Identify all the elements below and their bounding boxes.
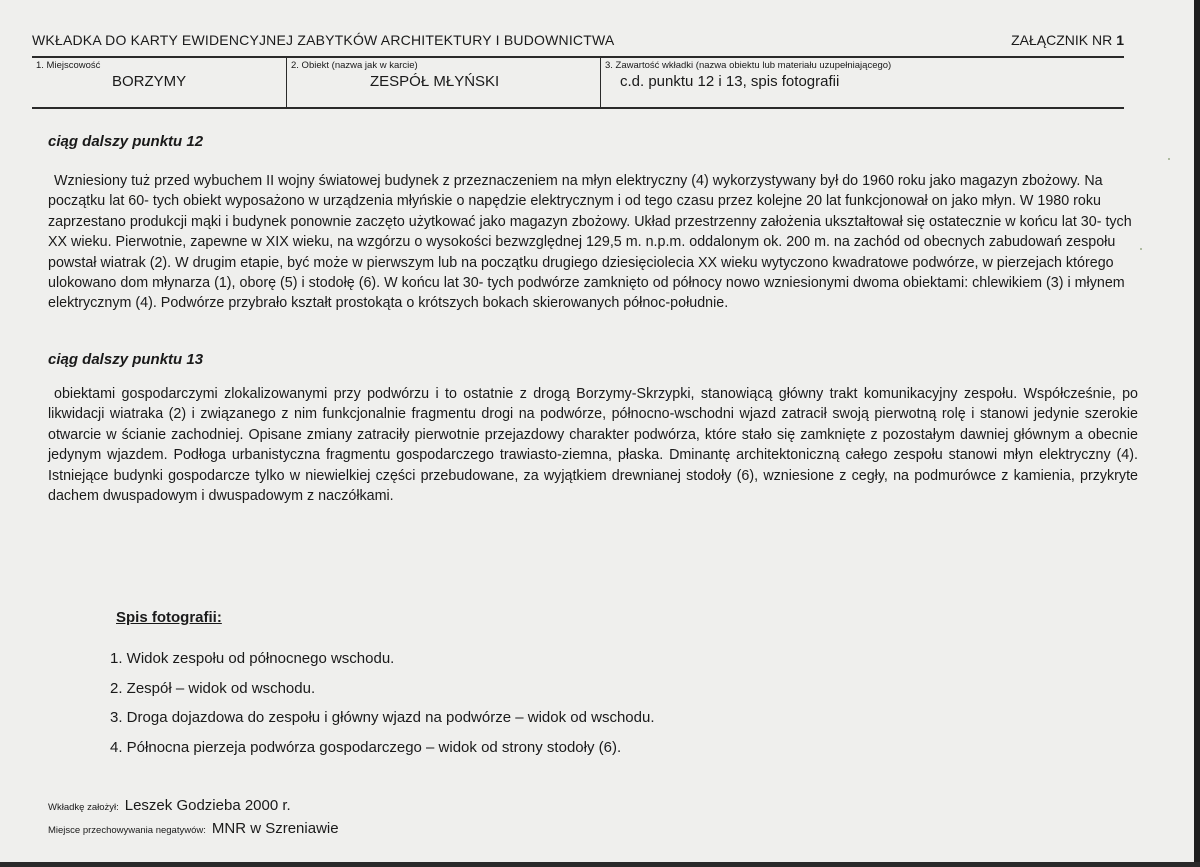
form-title: WKŁADKA DO KARTY EWIDENCYJNEJ ZABYTKÓW ARCHITEKTURY I BUDOWNICTWA	[32, 32, 615, 48]
scan-border-bottom	[0, 862, 1200, 867]
photo-list-item: 2. Zespół – widok od wschodu.	[110, 679, 316, 697]
table-divider-2	[600, 56, 601, 108]
object-label: 2. Obiekt (nazwa jak w karcie)	[291, 60, 418, 71]
storage-row	[48, 820, 339, 838]
object-value: ZESPÓŁ MŁYŃSKI	[370, 73, 500, 90]
photo-list-item: 3. Droga dojazdowa do zespołu i główny wjazd na podwórze – widok od wschodu.	[110, 709, 655, 726]
scan-border-right	[1194, 0, 1200, 867]
table-bottom-rule	[32, 107, 1124, 109]
section-13-text: obiektami gospodarczymi zlokalizowanymi przy podwórzu i to ostatnie z drogą Borzymy-Skrzypki, stanowiącą główny trakt komunikacyjny zespołu. Współcześnie, po likwidacji wiatraka (2) i związanego z nim funkcjonalnie fragmentu drogi na podwórze, północno-wschodni wjazd zatracił swoją pierwotną rolę i stanowi jedynie szerokie otwarcie w ścianie zachodniej. Opisane zmiany zatraciły pierwotnie przejazdowy charakter podwórza, które stało się zamknięte z pozostałym dawniej głównym a obecnie jedynym wjazdem. Podłoga urbanistyczna fragmentu gospodarczego trawiasto-ziemna, płaska. Dminantę architektoniczną całego zespołu stanowi młyn elektryczny (4). Istniejące budynki gospodarcze tylko w niewielkiej części przebudowane, za wyjątkiem drewnianej stodoły (6), wzniesione z cegły, na podmurówce z kamienia, przykryte dachem dwuspadowym i dwuspadowym z naczółkami.	[48, 386, 1138, 505]
photo-list	[110, 650, 655, 768]
locality-label: 1. Miejscowość	[36, 60, 101, 71]
photo-list-item: 4. Północna pierzeja podwórza gospodarczego – widok od strony stodoły (6).	[110, 738, 622, 756]
author-row	[48, 797, 291, 815]
annex-number	[1011, 32, 1124, 48]
photos-heading: Spis fotografii:	[116, 609, 222, 626]
section-12-text: Wzniesiony tuż przed wybuchem II wojny światowej budynek z przeznaczeniem na młyn elektryczny (4) wykorzystywany był do 1960 roku jako magazyn zbożowy. Na początku lat 60- tych obiekt wyposażono w urządzenia młyńskie o napędzie elektrycznym i od tego czasu przez kolejne 20 lat funkcjonował on jako młyn. W 1980 roku zaprzestano produkcji mąki i budynek ponownie zaczęto użytkować jako magazyn zbożowy. Układ przestrzenny założenia ukształtował się ostatecznie w końcu lat 30- tych XX wieku. Pierwotnie, zapewne w XIX wieku, na wzgórzu o wysokości bezwzględnej 129,5 m. n.p.m. oddalonym ok. 200 m. na zachód od obecnych zabudowań zespołu powstał wiatrak (2). W drugim etapie, być może w pierwszym lub na początku drugiego dziesięciolecia XX wieku wytyczono kwadratowe podwórze, w pierzejach którego ulokowano dom młynarza (1), oborę (5) i stodołę (6). W końcu lat 30- tych podwórze zamknięto od północy nowo wzniesionymi dwoma obiektami: chlewikiem (3) i młynem elektrycznym (4). Podwórze przybrało kształt prostokąta o krótszych bokach skierowanych północ-południe.	[48, 173, 1132, 312]
table-divider-1	[286, 56, 287, 108]
locality-value: BORZYMY	[112, 73, 187, 90]
author-label: Wkładkę założył:	[48, 802, 119, 813]
scan-speck	[1140, 248, 1142, 250]
section-12-heading: ciąg dalszy punktu 12	[48, 133, 204, 150]
section-13-heading: ciąg dalszy punktu 13	[48, 351, 204, 368]
scan-speck	[1168, 158, 1170, 160]
content-label: 3. Zawartość wkładki (nazwa obiektu lub materiału uzupełniającego)	[605, 60, 892, 71]
annex-label: ZAŁĄCZNIK NR	[1011, 32, 1113, 48]
annex-number-value: 1	[1116, 32, 1124, 48]
table-top-rule	[32, 56, 1124, 58]
storage-label: Miejsce przechowywania negatywów:	[48, 825, 206, 836]
storage-value: MNR w Szreniawie	[211, 820, 339, 837]
content-value: c.d. punktu 12 i 13, spis fotografii	[620, 73, 840, 90]
author-value: Leszek Godzieba 2000 r.	[124, 797, 291, 814]
photo-list-item: 1. Widok zespołu od północnego wschodu.	[110, 650, 395, 667]
